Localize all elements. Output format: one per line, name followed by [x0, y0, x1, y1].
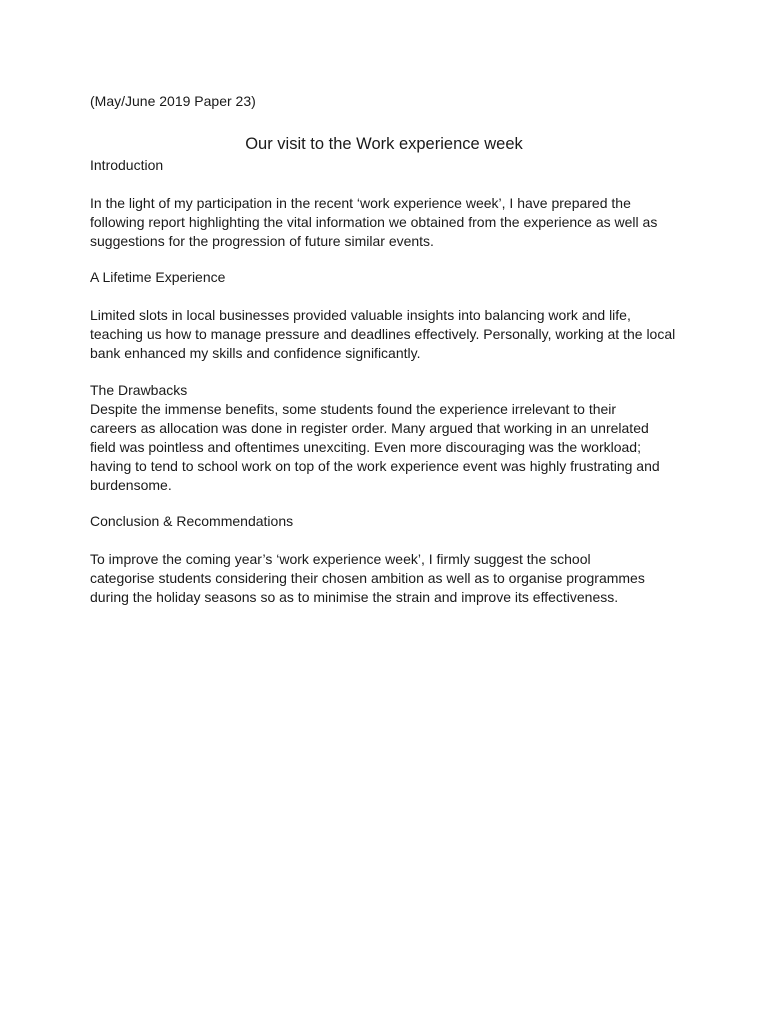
introduction-line: following report highlighting the vital information we obtained from the experience as well as	[90, 214, 658, 230]
lifetime-line: teaching us how to manage pressure and deadlines effectively. Personally, working at the local	[90, 326, 676, 342]
introduction-heading: Introduction	[90, 157, 164, 173]
drawbacks-line: having to tend to school work on top of the work experience event was highly frustrating and	[90, 458, 660, 474]
lifetime-line: bank enhanced my skills and confidence significantly.	[90, 345, 421, 361]
conclusion-line: during the holiday seasons so as to minimise the strain and improve its effectiveness.	[90, 589, 619, 605]
drawbacks-line: burdensome.	[90, 477, 172, 493]
lifetime-heading: A Lifetime Experience	[90, 269, 226, 285]
document-title: Our visit to the Work experience week	[245, 135, 523, 153]
lifetime-line: Limited slots in local businesses provided valuable insights into balancing work and life,	[90, 307, 631, 323]
introduction-line: In the light of my participation in the recent ‘work experience week’, I have prepared the	[90, 195, 631, 211]
introduction-line: suggestions for the progression of future similar events.	[90, 233, 434, 249]
drawbacks-line: field was pointless and oftentimes unexciting. Even more discouraging was the workload;	[90, 439, 641, 455]
conclusion-line: categorise students considering their chosen ambition as well as to organise programmes	[90, 570, 645, 586]
drawbacks-heading: The Drawbacks	[90, 382, 188, 398]
source-note: (May/June 2019 Paper 23)	[90, 93, 256, 109]
conclusion-heading: Conclusion & Recommendations	[90, 513, 294, 529]
conclusion-line: To improve the coming year’s ‘work experience week’, I firmly suggest the school	[90, 551, 591, 567]
drawbacks-line: careers as allocation was done in register order. Many argued that working in an unrelated	[90, 420, 649, 436]
drawbacks-line: Despite the immense benefits, some students found the experience irrelevant to their	[90, 401, 617, 417]
